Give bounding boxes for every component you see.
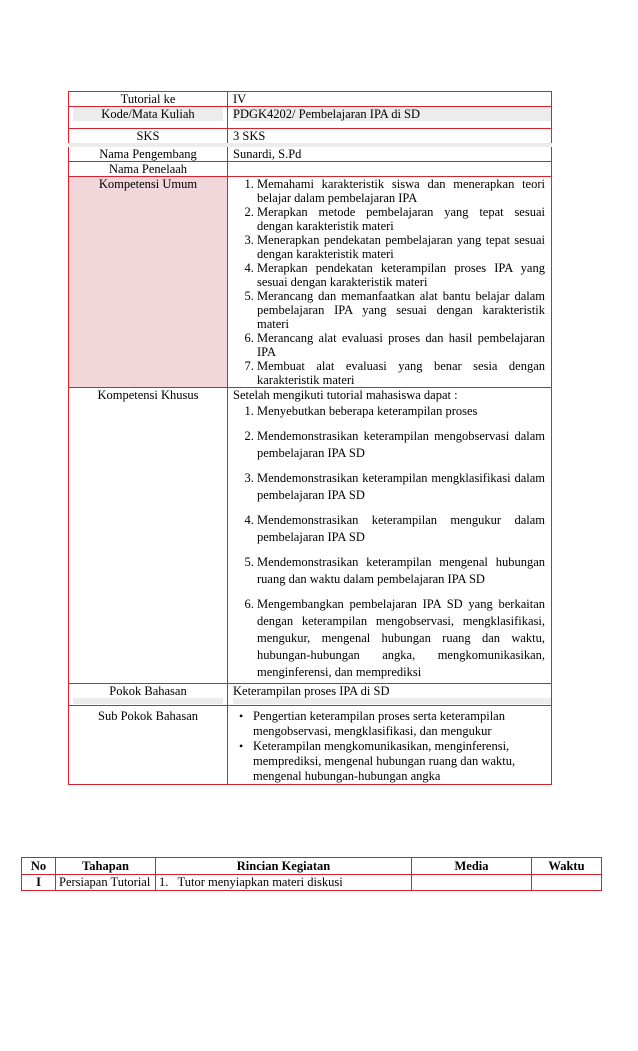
- kompetensi-khusus-intro: Setelah mengikuti tutorial mahasiswa dapat :: [233, 388, 458, 402]
- kode-value-cell: [228, 107, 552, 129]
- sub-pokok-list: [233, 709, 547, 784]
- sks-value: 3 SKS: [228, 129, 552, 146]
- tutorial-label: Tutorial ke: [69, 92, 228, 107]
- pokok-value-cell: [228, 684, 552, 706]
- pengembang-label: Nama Pengembang: [69, 145, 228, 162]
- kode-label: Kode/Mata Kuliah: [73, 107, 223, 121]
- list-item: 3. Menerapkan pendekatan pembelajaran yang tepat sesuai dengan karakteristik materi: [257, 233, 547, 261]
- kompetensi-umum-cell: [228, 177, 552, 388]
- list-item: 4. Mendemonstrasikan keterampilan mengukur dalam pembelajaran IPA SD: [257, 512, 547, 546]
- pokok-label: Pokok Bahasan: [109, 684, 187, 698]
- row-rincian: 1. Tutor menyiapkan materi diskusi: [156, 875, 412, 891]
- sub-pokok-cell: [228, 706, 552, 785]
- activity-table: [21, 857, 602, 891]
- sub-pokok-label: Sub Pokok Bahasan: [69, 706, 228, 785]
- penelaah-value: [228, 162, 552, 177]
- kompetensi-khusus-cell: [228, 388, 552, 684]
- table-row: [22, 875, 602, 891]
- list-item: 5. Merancang dan memanfaatkan alat bantu belajar dalam pembelajaran IPA yang sesuai dengan karakteristik materi: [257, 289, 547, 331]
- tutorial-value: IV: [228, 92, 552, 107]
- header-media: Media: [412, 858, 532, 875]
- tutorial-info-table: [68, 91, 552, 785]
- list-item: 1. Menyebutkan beberapa keterampilan proses: [257, 403, 547, 420]
- pokok-label-cell: [69, 684, 228, 706]
- header-no: No: [22, 858, 56, 875]
- header-waktu: Waktu: [532, 858, 602, 875]
- kompetensi-umum-label: Kompetensi Umum: [69, 177, 228, 388]
- row-waktu: [532, 875, 602, 891]
- list-item: • Keterampilan mengkomunikasikan, menginferensi, memprediksi, mengenal hubungan ruang dan waktu, mengenal hubungan-hubungan angka: [253, 739, 547, 784]
- kode-label-cell: [69, 107, 228, 129]
- kompetensi-umum-list: [233, 177, 547, 387]
- list-item: 1. Memahami karakteristik siswa dan menerapkan teori belajar dalam pembelajaran IPA: [257, 177, 547, 205]
- list-item: 6. Merancang alat evaluasi proses dan hasil pembelajaran IPA: [257, 331, 547, 359]
- list-item: 7. Membuat alat evaluasi yang benar sesia dengan karakteristik materi: [257, 359, 547, 387]
- penelaah-label: Nama Penelaah: [69, 162, 228, 177]
- list-item: 3. Mendemonstrasikan keterampilan mengklasifikasi dalam pembelajaran IPA SD: [257, 470, 547, 504]
- list-item: 5. Mendemonstrasikan keterampilan mengenal hubungan ruang dan waktu dalam pembelajaran IPA SD: [257, 554, 547, 588]
- header-rincian: Rincian Kegiatan: [156, 858, 412, 875]
- kompetensi-khusus-label: Kompetensi Khusus: [69, 388, 228, 684]
- list-item: 4. Merapkan pendekatan keterampilan proses IPA yang sesuai dengan karakteristik materi: [257, 261, 547, 289]
- kode-value: PDGK4202/ Pembelajaran IPA di SD: [233, 107, 551, 121]
- sks-label: SKS: [69, 129, 228, 146]
- list-item: • Pengertian keterampilan proses serta keterampilan mengobservasi, mengklasifikasi, dan mengukur: [253, 709, 547, 739]
- header-tahapan: Tahapan: [56, 858, 156, 875]
- row-no: I: [22, 875, 56, 891]
- row-media: [412, 875, 532, 891]
- list-item: 2. Mendemonstrasikan keterampilan mengobservasi dalam pembelajaran IPA SD: [257, 428, 547, 462]
- row-tahapan: Persiapan Tutorial: [56, 875, 156, 891]
- pokok-value: Keterampilan proses IPA di SD: [233, 684, 390, 698]
- kompetensi-khusus-list: [233, 403, 547, 681]
- list-item: 2. Merapkan metode pembelajaran yang tepat sesuai dengan karakteristik materi: [257, 205, 547, 233]
- pengembang-value: Sunardi, S.Pd: [228, 145, 552, 162]
- list-item: 6. Mengembangkan pembelajaran IPA SD yang berkaitan dengan keterampilan mengobservasi, mengklasifikasi, mengukur, mengenal hubungan ruang dan waktu, hubungan-hubungan angka, mengkomunikasikan, menginferensi, dan memprediksi: [257, 596, 547, 681]
